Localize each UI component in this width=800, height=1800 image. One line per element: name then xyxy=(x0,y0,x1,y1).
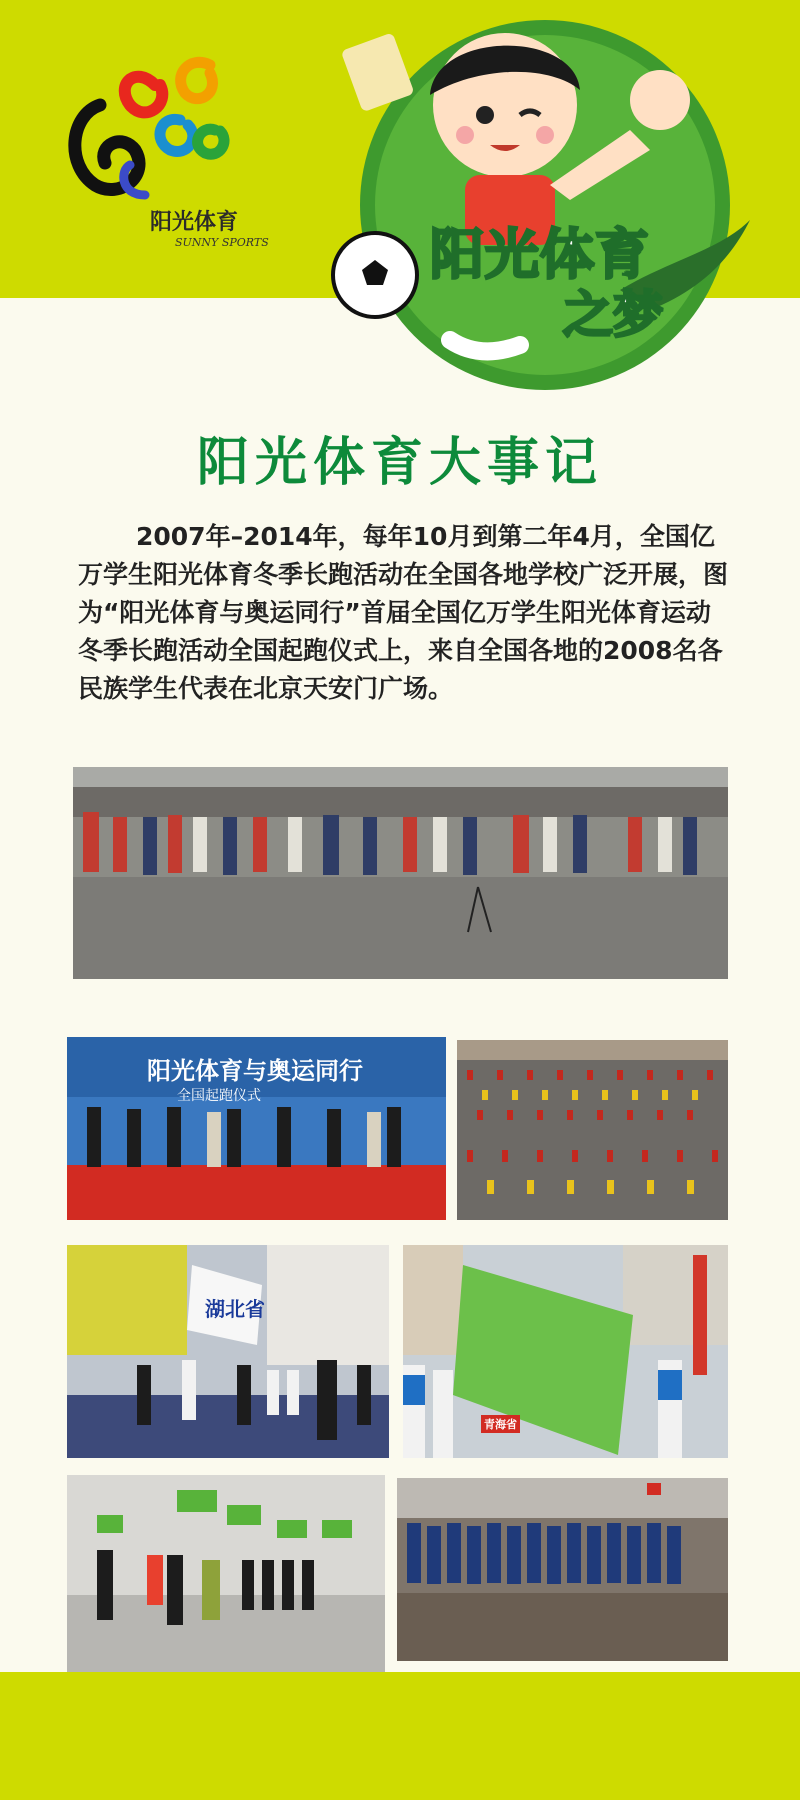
bottom-band xyxy=(0,1672,800,1800)
photo-qinghai-banner xyxy=(403,1245,728,1458)
photo-green-flag-runners xyxy=(67,1475,385,1672)
photo-blue-uniform-students xyxy=(397,1478,728,1661)
emblem-subtitle: 之梦 xyxy=(563,286,663,344)
banner-subtext: 全国起跑仪式 xyxy=(177,1088,261,1104)
sunny-dream-emblem xyxy=(330,10,760,410)
banner-text: 阳光体育与奥运同行 xyxy=(147,1057,363,1085)
photo-launch-stage xyxy=(67,1037,446,1220)
page-title: 阳光体育大事记 xyxy=(196,433,603,493)
logo-brand-en: SUNNY SPORTS xyxy=(175,236,269,249)
event-description: 2007年–2014年，每年10月到第二年4月，全国亿万学生阳光体育冬季长跑活动在全国各地学校广泛开展，图为“阳光体育与奥运同行”首届全国亿万学生阳光体育运动冬季长跑活动全国起跑仪式上，来自全国各地的2008名各民族学生代表在北京天安门广场。 xyxy=(78,522,729,703)
photo-schoolyard-formation xyxy=(457,1040,728,1220)
photo-hubei-parade xyxy=(67,1245,389,1458)
photo-tiananmen-ceremony xyxy=(73,767,728,979)
logo-brand-cn: 阳光体育 xyxy=(150,210,239,235)
flag-text: 湖北省 xyxy=(205,1297,265,1321)
province-sign: 青海省 xyxy=(481,1415,520,1433)
emblem-title: 阳光体育 xyxy=(430,223,650,286)
